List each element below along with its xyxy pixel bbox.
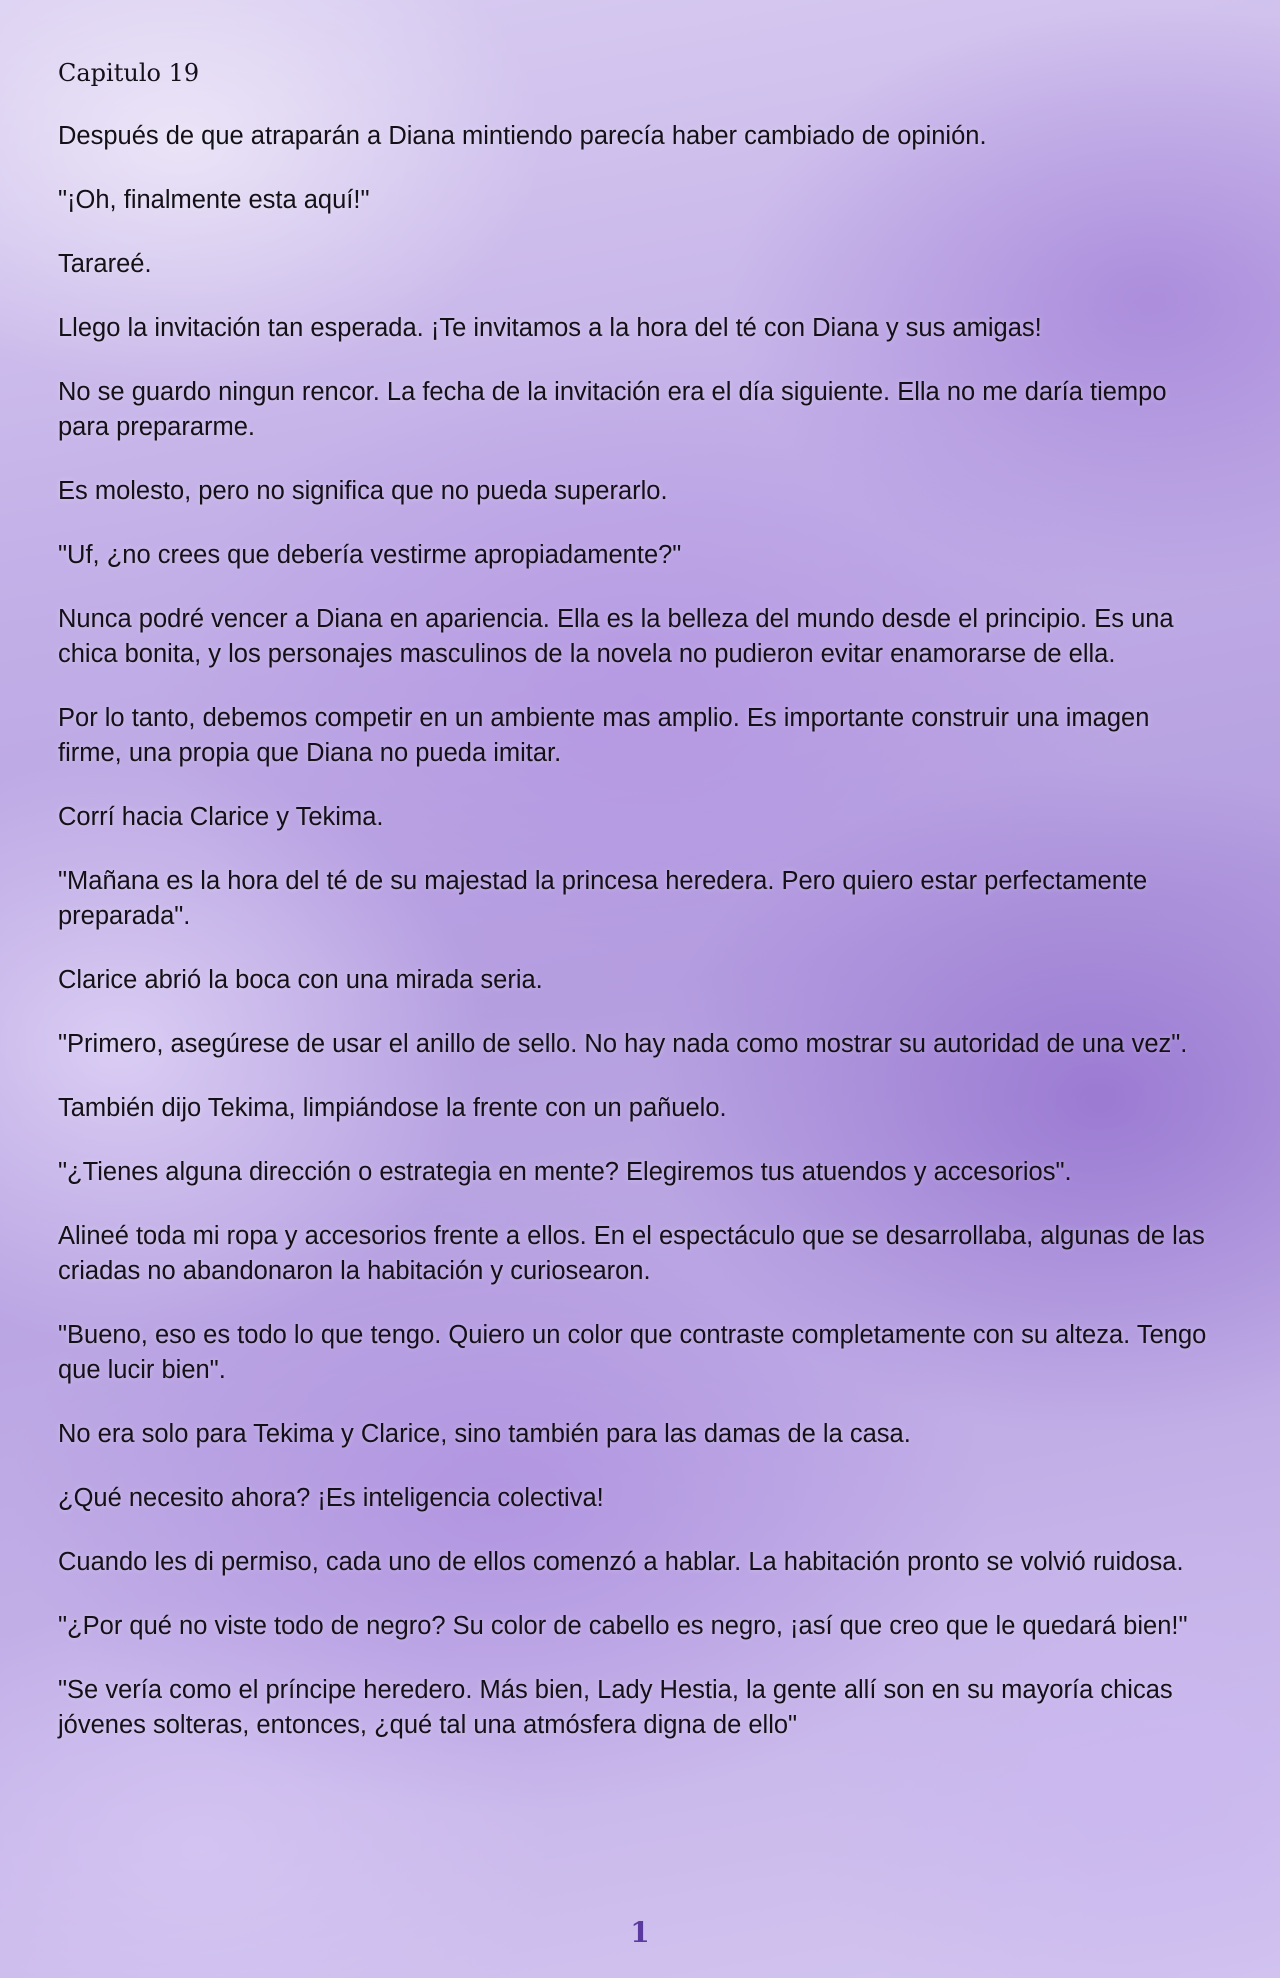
paragraph-4: Llego la invitación tan esperada. ¡Te invitamos a la hora del té con Diana y sus amigas! xyxy=(58,314,1042,342)
paragraph-13: "Primero, asegúrese de usar el anillo de sello. No hay nada como mostrar su autoridad de una vez". xyxy=(58,1030,1188,1058)
paragraph-7: "Uf, ¿no crees que debería vestirme apropiadamente?" xyxy=(58,541,682,569)
paragraph-1: Después de que atraparán a Diana mintiendo parecía haber cambiado de opinión. xyxy=(58,122,987,150)
paragraph-9: Por lo tanto, debemos competir en un ambiente mas amplio. Es importante construir una imagen firme, una propia que Diana no pueda imitar. xyxy=(58,704,1150,767)
paragraph-14: También dijo Tekima, limpiándose la frente con un pañuelo. xyxy=(58,1094,727,1122)
chapter-title: Capitulo 19 xyxy=(58,59,200,87)
paragraph-15: "¿Tienes alguna dirección o estrategia en mente? Elegiremos tus atuendos y accesorios". xyxy=(58,1158,1072,1186)
paragraph-11: "Mañana es la hora del té de su majestad la princesa heredera. Pero quiero estar perfectamente preparada". xyxy=(58,867,1148,930)
paragraph-22: "Se vería como el príncipe heredero. Más bien, Lady Hestia, la gente allí son en su mayoría chicas jóvenes solteras, entonces, ¿qué tal una atmósfera digna de ello" xyxy=(58,1676,1173,1739)
paragraph-5: No se guardo ningun rencor. La fecha de la invitación era el día siguiente. Ella no me daría tiempo para prepararme. xyxy=(58,378,1167,441)
paragraph-3: Tarareé. xyxy=(58,250,152,278)
paragraph-16: Alineé toda mi ropa y accesorios frente a ellos. En el espectáculo que se desarrollaba, algunas de las criadas no abandonaron la habitación y curiosearon. xyxy=(58,1222,1205,1285)
paragraph-12: Clarice abrió la boca con una mirada seria. xyxy=(58,966,543,994)
paragraph-10: Corrí hacia Clarice y Tekima. xyxy=(58,803,384,831)
paragraph-2: "¡Oh, finalmente esta aquí!" xyxy=(58,186,370,214)
paragraph-19: ¿Qué necesito ahora? ¡Es inteligencia colectiva! xyxy=(58,1484,604,1512)
page-number: 1 xyxy=(630,1916,650,1949)
paragraph-21: "¿Por qué no viste todo de negro? Su color de cabello es negro, ¡así que creo que le quedará bien!" xyxy=(58,1612,1188,1640)
paragraph-20: Cuando les di permiso, cada uno de ellos comenzó a hablar. La habitación pronto se volvió ruidosa. xyxy=(58,1548,1184,1576)
paragraph-6: Es molesto, pero no significa que no pueda superarlo. xyxy=(58,477,668,505)
document-page xyxy=(58,58,1218,1772)
paragraph-17: "Bueno, eso es todo lo que tengo. Quiero un color que contraste completamente con su alteza. Tengo que lucir bien". xyxy=(58,1321,1207,1384)
paragraph-18: No era solo para Tekima y Clarice, sino también para las damas de la casa. xyxy=(58,1420,911,1448)
paragraph-8: Nunca podré vencer a Diana en apariencia. Ella es la belleza del mundo desde el principio. Es una chica bonita, y los personajes masculinos de la novela no pudieron evitar enamorarse de ella. xyxy=(58,605,1174,668)
